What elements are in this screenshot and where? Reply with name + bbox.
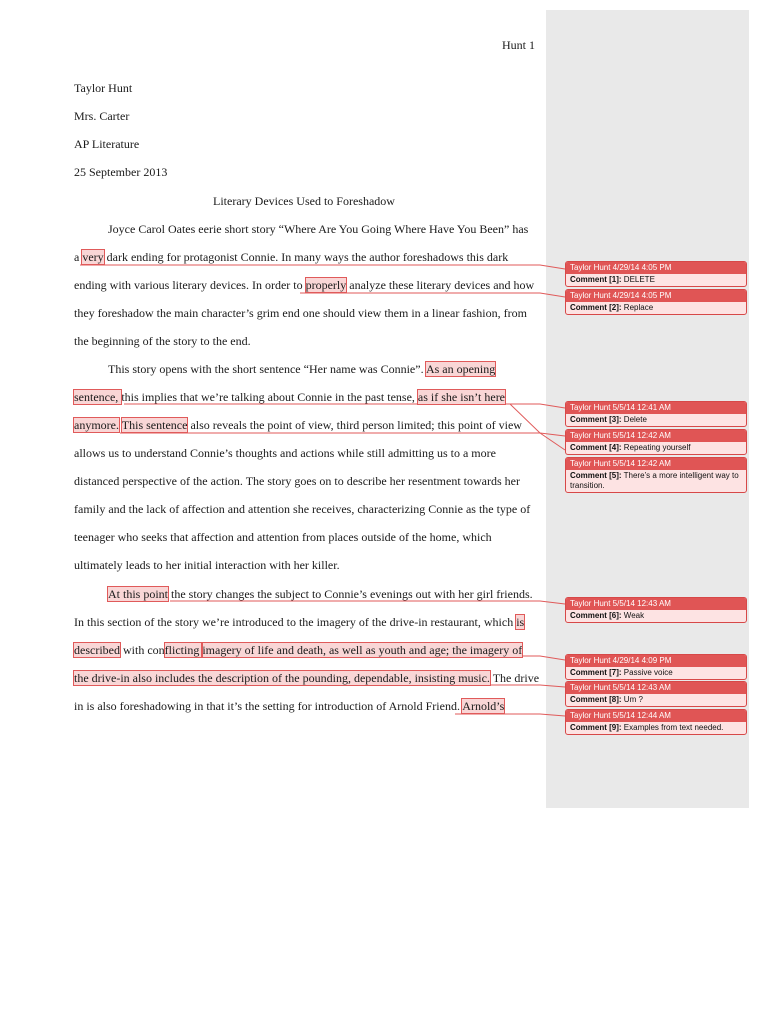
comment-anchor-10[interactable]: Arnold’s [462,699,505,713]
comment-balloon-2[interactable]: Taylor Hunt 4/29/14 4:05 PM Comment [2]: Replace [565,289,747,315]
body-line: In this section of the story we’re introduced to the imagery of the drive-in restaurant, which is [74,615,525,629]
comment-header: Taylor Hunt 5/5/14 12:42 AM [566,458,746,470]
comment-balloon-8[interactable]: Taylor Hunt 5/5/14 12:43 AM Comment [8]: Um ? [565,681,747,707]
body-line: sentence, this implies that we’re talking about Connie in the past tense, as if she isn’t here [74,390,506,404]
comment-header: Taylor Hunt 5/5/14 12:43 AM [566,682,746,694]
body-line: ending with various literary devices. In order to properly analyze these literary devices and how [74,278,535,292]
comment-balloon-3[interactable]: Taylor Hunt 5/5/14 12:41 AM Comment [3]: Delete [565,401,747,427]
body-line: At this point the story changes the subject to Connie’s evenings out with her girl friends. [108,587,533,601]
body-line: distanced perspective of the action. The story goes on to describe her resentment towards her [74,474,520,488]
comment-header: Taylor Hunt 4/29/14 4:05 PM [566,290,746,302]
teacher-name: Mrs. Carter [74,109,130,123]
essay-title: Literary Devices Used to Foreshadow [213,194,395,208]
comment-header: Taylor Hunt 4/29/14 4:09 PM [566,655,746,667]
course-name: AP Literature [74,137,140,151]
comment-anchor-1[interactable]: very [82,250,104,264]
comment-balloon-1[interactable]: Taylor Hunt 4/29/14 4:05 PM Comment [1]: DELETE [565,261,747,287]
comment-balloon-5[interactable]: Taylor Hunt 5/5/14 12:42 AM Comment [5]: There’s a more intelligent way to transition. [565,457,747,493]
comment-header: Taylor Hunt 4/29/14 4:05 PM [566,262,746,274]
comment-anchor-4-cont[interactable]: anymore. [74,418,119,432]
body-line: teenager who seeks that affection and attention from places outside of the home, which [74,530,492,544]
comment-anchor-4[interactable]: as if she isn’t here [417,390,506,404]
body-line: the beginning of the story to the end. [74,334,251,348]
comment-balloon-9[interactable]: Taylor Hunt 5/5/14 12:44 AM Comment [9]: Examples from text needed. [565,709,747,735]
comment-anchor-3[interactable]: As an opening [425,362,496,376]
comment-balloon-4[interactable]: Taylor Hunt 5/5/14 12:42 AM Comment [4]: Repeating yourself [565,429,747,455]
mla-heading [74,81,167,193]
body-line: family and the lack of affection and attention she receives, characterizing Connie as the type of [74,502,531,516]
body-line: Joyce Carol Oates eerie short story “Where Are You Going Where Have You Been” has [108,222,529,236]
body-line: they foreshadow the main character’s grim end one should view them in a linear fashion, from [74,306,527,320]
comment-anchor-3-cont[interactable]: sentence, [74,390,122,404]
author-name: Taylor Hunt [74,81,133,95]
body-line: anymore. This sentence also reveals the point of view, third person limited; this point of view [74,418,522,432]
essay-date: 25 September 2013 [74,165,168,179]
comment-header: Taylor Hunt 5/5/14 12:43 AM [566,598,746,610]
body-line: allows us to understand Connie’s thoughts and actions while still admitting us to a more [74,446,496,460]
body-line: described with conflicting imagery of life and death, as well as youth and age; the imagery of [74,643,523,657]
comment-balloon-6[interactable]: Taylor Hunt 5/5/14 12:43 AM Comment [6]: Weak [565,597,747,623]
comment-anchor-9-cont[interactable]: the drive-in also includes the description of the pounding, dependable, insisting music. [74,671,490,685]
body-line: This story opens with the short sentence “Her name was Connie”. As an opening [108,362,496,376]
comment-anchor-6[interactable]: At this point [108,587,169,601]
comment-header: Taylor Hunt 5/5/14 12:41 AM [566,402,746,414]
body-line: in is also foreshadowing in that it’s the setting for introduction of Arnold Friend. Arnold’s [74,699,505,713]
body-line: the drive-in also includes the description of the pounding, dependable, insisting music. The drive [74,671,540,685]
body-line: ultimately leads to her initial interaction with her killer. [74,558,340,572]
comment-anchor-5[interactable]: This sentence [121,418,188,432]
comment-balloon-7[interactable]: Taylor Hunt 4/29/14 4:09 PM Comment [7]: Passive voice [565,654,747,680]
comment-header: Taylor Hunt 5/5/14 12:44 AM [566,710,746,722]
comment-anchor-8[interactable]: flicting [164,643,203,657]
comment-anchor-9[interactable]: imagery of life and death, as well as youth and age; the imagery of [202,643,523,657]
comment-anchor-2[interactable]: properly [305,278,347,292]
comment-anchor-7[interactable]: is [516,615,525,629]
comment-anchor-7-cont[interactable]: described [74,643,120,657]
body-line: a very dark ending for protagonist Connie. In many ways the author foreshadows this dark [74,250,509,264]
page-number-header: Hunt 1 [502,38,535,52]
comment-header: Taylor Hunt 5/5/14 12:42 AM [566,430,746,442]
